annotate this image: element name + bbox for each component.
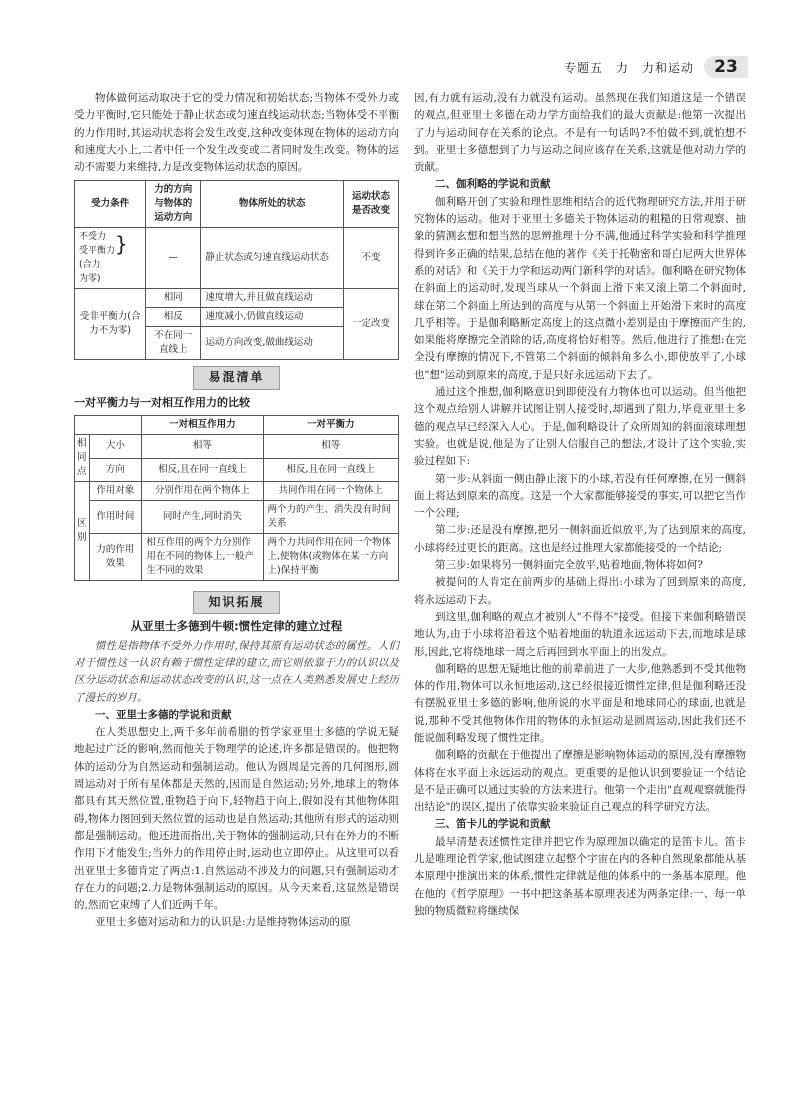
chapter-title: 专题五 力 力和运动 [563,61,694,75]
cell-text: (合力为零) [79,260,101,285]
force-state-table [74,180,399,360]
section-banner [74,591,399,614]
table-header [75,416,142,435]
paragraph: 第一步:从斜面一侧由静止滚下的小球,若没有任何摩擦,在另一侧斜面上将达到原来的高度。这是一个大家都能够接受的事实,可以把它当作一个公理; [414,472,746,520]
brace-icon: } [115,232,128,257]
table-cell: 速度增大,并且做直线运动 [201,289,344,308]
right-column [414,90,746,920]
section-banner [74,366,399,389]
paragraph: 因,有力就有运动,没有力就没有运动。虽然现在我们知道这是一个错误的观点,但亚里士多德在动力学方面给我们的最大贡献是:他第一次提出了力与运动间存在关系的论点。不是有一句话吗?不怕做不到,就怕想不到。亚里士多德想到了力与运动之间应该存在关系,这就是他对动力学的贡献。 [414,92,746,174]
paragraph: 伽利略开创了实验和理性思维相结合的近代物理研究方法,并用于研究物体的运动。他对于亚里士多德关于物体运动的粗糙的日常观察、抽象的猜测玄想和想当然的思辨推理十分不满,他通过科学实验和科学推理得到许多正确的结果,总结在他的著作《关于托勒密和哥白尼两大世界体系的对话》和《关于力学和运动两门新科学的对话》。伽利略在研究物体在斜面上的运动时,发现当球从一个斜面上滑下来又滚上第二个斜面时,球在第二个斜面上所达到的高度与从第一个斜面上开始滑下来时的高度几乎相等。于是伽利略断定高度上的这点微小差别是由于摩擦而产生的,如果能将摩擦完全消除的话,高度将恰好相等。然后,他进行了推想:在完全没有摩擦的情况下,不管第二个斜面的倾斜角多么小,即使放平了,小球也"想"运动到原来的高度,于是只好永远运动下去了。 [414,195,746,381]
cell-text: 不受力 [79,232,107,243]
table-cell: 静止状态或匀速直线运动状态 [201,228,344,289]
table-cell: 相等 [263,435,398,459]
table-cell: 两个力共同作用在同一个物体上,使物体(或物体在某一方向上)保持平衡 [263,534,398,581]
table-cell: 一定改变 [343,289,398,360]
table-cell: 速度减小,仍做直线运动 [201,308,344,327]
comparison-table [74,415,399,581]
table-cell: 大小 [89,435,142,459]
table-cell: 相反 [146,308,201,327]
table-cell: 共同作用在同一个物体上 [263,482,398,501]
paragraph: 被提问的人肯定在前两步的基础上得出:小球为了回到原来的高度,将永远运动下去。 [414,576,746,606]
banner-label: 易混清单 [193,366,279,389]
table-cell: 作用对象 [89,482,142,501]
table-cell: 相同 [146,289,201,308]
table-cell: 受非平衡力(合力不为零) [75,289,146,360]
table-cell: 相反,且在同一直线上 [142,458,263,482]
table-cell: 相等 [142,435,263,459]
section-heading: 二、伽利略的学说和贡献 [435,178,551,191]
page-number: 23 [704,56,748,78]
paragraph: 到这里,伽利略的观点才被别人"不得不"接受。但接下来伽利略错误地认为,由于小球将沿着这个贴着地面的轨道永远运动下去,而地球是球形,因此,它将绕地球一周之后再回到水平面上的出发点。 [414,610,746,658]
cell-text: 受平衡力 [79,246,116,257]
table-cell: 运动方向改变,做曲线运动 [201,327,344,360]
article-intro: 惯性是指物体不受外力作用时,保持其原有运动状态的属性。人们对于惯性这一认识有赖于惯性定律的建立,而它则依靠于力的认识以及区分运动状态和运动状态改变的认识,这一点在人类熟悉发展史上经历了漫长的岁月。 [74,639,399,704]
table-header: 受力条件 [75,181,146,228]
paragraph: 伽利略的贡献在于他提出了摩擦是影响物体运动的原因,没有摩擦物体将在水平面上永远运动的观点。更重要的是他认识到要验证一个结论是不是正确可以通过实验的方法来进行。他第一个走出"直观观察就能得出结论"的误区,提出了依靠实验来验证自己观点的科学研究方法。 [414,749,746,814]
left-column [74,90,399,932]
table-cell: 相反,且在同一直线上 [263,458,398,482]
table-header: 物体所处的状态 [201,181,344,228]
paragraph: 伽利略的思想无疑地比他的前辈前进了一大步,他熟悉到不受其他物体的作用,物体可以永恒地运动,这已经很接近惯性定律,但是伽利略还没有摆脱亚里士多德的影响,他所说的水平面是和地球同心的球面,也就是说,那种不受其他物体作用的物体的永恒运动是圆周运动,因此我们还不能说伽利略发现了惯性定律。 [414,662,746,744]
table-cell: 方向 [89,458,142,482]
section-heading: 一、亚里士多德的学说和贡献 [95,708,232,721]
paragraph: 通过这个推想,伽利略意识到即使没有力物体也可以运动。但当他把这个观点给别人讲解并试图让别人接受时,却遇到了阻力,毕竟亚里士多德的观点早已经深入人心。于是,伽利略设计了众所周知的斜面滚球理想实验。也就是说,他是为了让别人信服自己的想法,才设计了这个实验,实验过程如下: [414,386,746,468]
table-header: 一对相互作用力 [142,416,263,435]
table-cell: 相互作用的两个力分别作用在不同的物体上,一般产生不同的效果 [142,534,263,581]
article-title: 从亚里士多德到牛顿:惯性定律的建立过程 [130,619,343,634]
paragraph: 第二步:还是没有摩擦,把另一侧斜面近似放平,为了达到原来的高度,小球将经过更长的距离。这也是经过推理大家都能接受的一个结论; [414,524,746,554]
table-cell [75,228,146,289]
table-group-label: 区别 [75,482,90,581]
table-cell: 不在同一直线上 [146,327,201,360]
paragraph: 最早清楚表述惯性定律并把它作为原理加以确定的是笛卡儿。笛卡儿是唯理论哲学家,他试图建立起整个宇宙在内的各种自然现象都能从基本原理中推演出来的体系,惯性定律就是他的体系中的一条基本原理。他在他的《哲学原理》一书中把这条基本原理表述为两条定律:一、每一单独的物质微粒将继续保 [414,835,746,917]
table-group-label: 相同点 [75,435,90,482]
table-header: 力的方向与物体的运动方向 [146,181,201,228]
table-cell: 力的作用效果 [89,534,142,581]
table-cell: 不变 [343,228,398,289]
table-cell: 同时产生,同时消失 [142,501,263,534]
table-cell: 作用时间 [89,501,142,534]
paragraph: 物体做何运动取决于它的受力情况和初始状态;当物体不受外力或受力平衡时,它只能处于静止状态或匀速直线运动状态;当物体受不平衡的力作用时,其运动状态将会发生改变,这种改变体现在物体的运动方向和速度大小上,二者中任一个发生改变或二者同时发生改变。物体的运动不需要力来维持,力是改变物体运动状态的原因。 [74,92,399,174]
page-header [0,56,794,80]
table-header: 一对平衡力 [263,416,398,435]
subsection-title: 一对平衡力与一对相互作用力的比较 [74,395,250,409]
paragraph: 亚里士多德对运动和力的认识是:力是维持物体运动的原 [95,916,351,929]
paragraph: 第三步:如果将另一侧斜面完全放平,贴着地面,物体将如何? [435,559,703,572]
banner-label: 知识拓展 [193,591,279,614]
table-cell: — [146,228,201,289]
table-header: 运动状态是否改变 [343,181,398,228]
table-cell: 分别作用在两个物体上 [142,482,263,501]
section-heading: 三、笛卡儿的学说和贡献 [435,818,551,831]
table-cell: 两个力的产生、消失没有时间关系 [263,501,398,534]
paragraph: 在人类思想史上,两千多年前希腊的哲学家亚里士多德的学说无疑地起过广泛的影响,然而他关于物理学的论述,许多都是错误的。他把物体的运动分为自然运动和强制运动。他认为圆周是完善的几何图形,圆周运动对于所有星体都是天然的,因而是自然运动;另外,地球上的物体都具有其天然位置,重物趋于向下,轻物趋于向上,假如没有其他物体阻碍,物体力图回到天然位置的运动也是自然运动;其他所有形式的运动则都是强制运动。他还进而指出,关于物体的强制运动,只有在外力的不断作用下才能发生;当外力的作用停止时,运动也立即停止。从这里可以看出亚里士多德肯定了两点:1.自然运动不涉及力的问题,只有强制运动才存在力的问题;2.力是物体强制运动的原因。从今天来看,这显然是错误的,然而它束缚了人们近两千年。 [74,726,399,912]
